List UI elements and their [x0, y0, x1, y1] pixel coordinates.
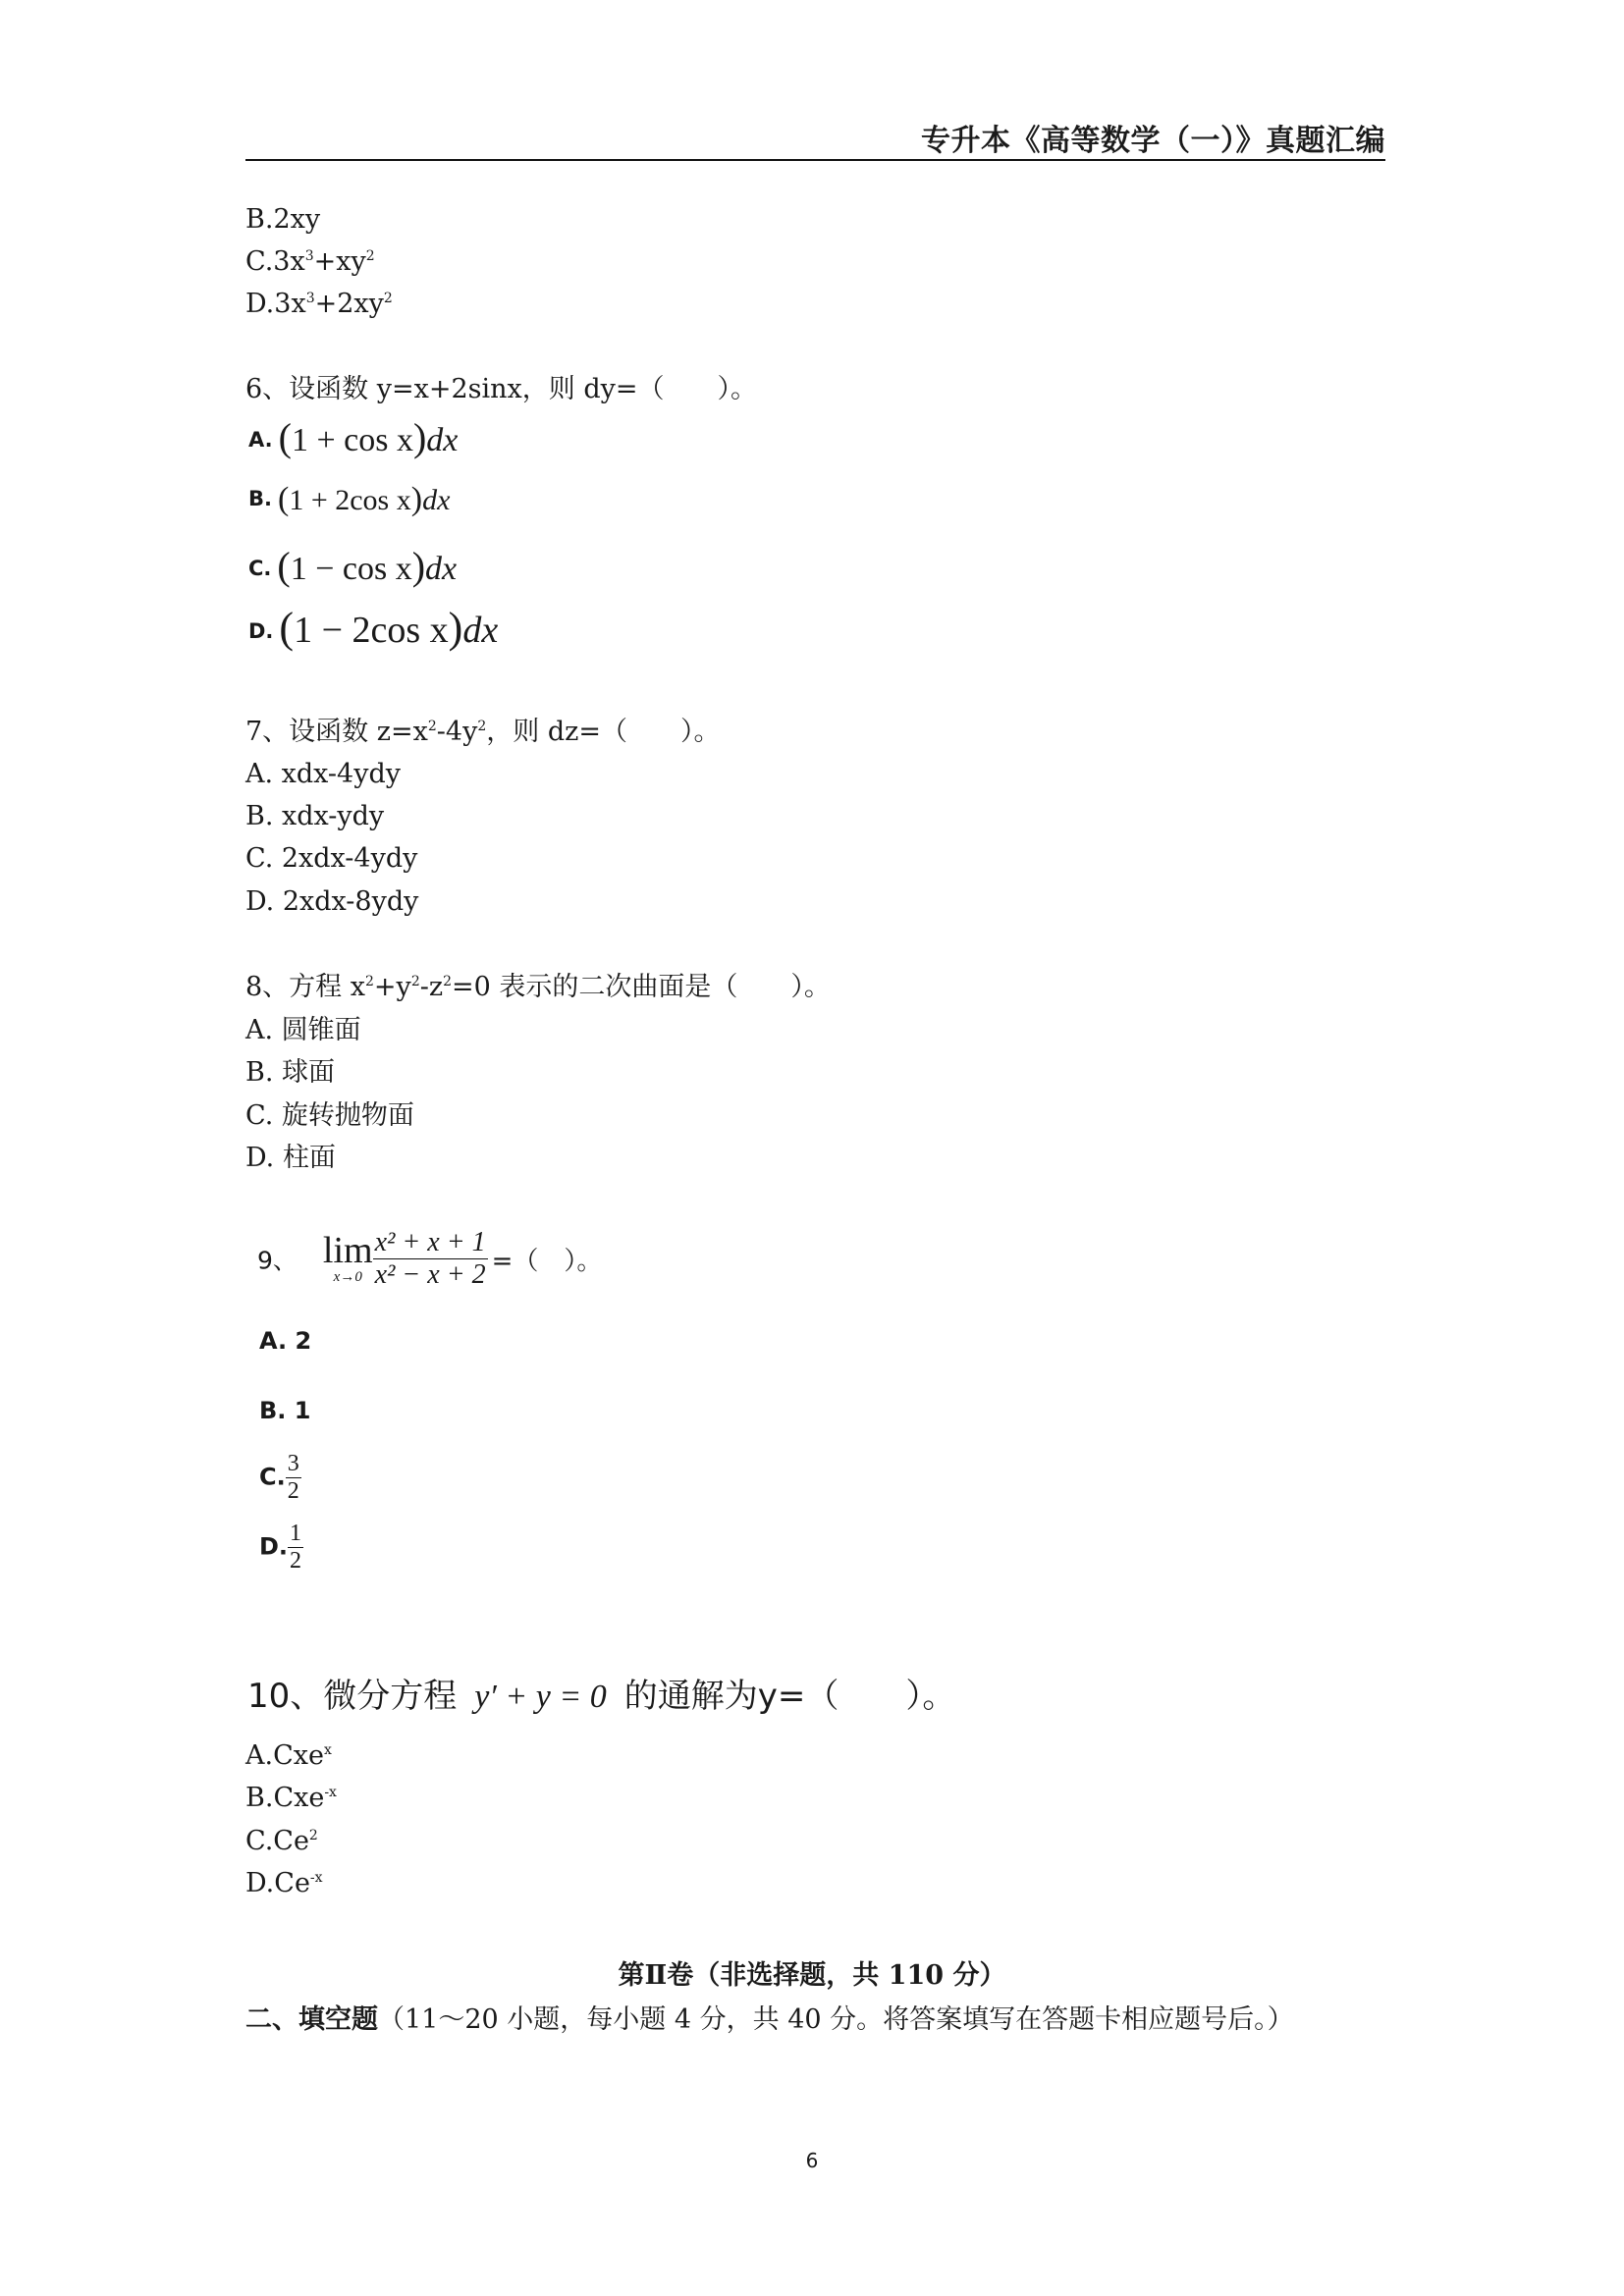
q6-option-c: C. (1 − cos x)dx: [248, 544, 458, 588]
q9-fraction: $\frac{\text{x² + x + 1}}{\text{x² − x + 2}}$: [374, 1227, 486, 1290]
q8-option-c: C. 旋转抛物面: [245, 1100, 414, 1131]
q5-option-c: $C.3x^3+xy^2$: [245, 246, 375, 277]
header-title: 专升本《高等数学（一）》真题汇编: [921, 124, 1385, 158]
q10-stem: 10、微分方程 y′ + y = 0 的通解为y=（ ）。: [247, 1677, 956, 1716]
page-number: 6: [805, 2149, 819, 2172]
q10-option-d: $D.Ce^{-x}$: [245, 1868, 323, 1898]
q6-option-d: D. (1 − 2cos x)dx: [248, 604, 499, 652]
q7-option-b: B. xdx-ydy: [245, 801, 385, 831]
q8-option-d: D. 柱面: [245, 1143, 336, 1173]
q10-option-b: B.Cxe$^{-x}$: [245, 1783, 337, 1813]
q6-stem: 6、设函数 y=x+2sinx，则 dy=（ ）。: [245, 374, 758, 404]
q7-option-a: A. xdx-4ydy: [245, 759, 402, 789]
q7-stem: 7、设函数 $z=x^2-4y^2$，则 dz=（ ）。: [245, 717, 721, 747]
limit-operator: lim x→0: [322, 1230, 373, 1285]
q10-option-c: C.Ce$^2$: [245, 1826, 318, 1856]
section-title: 第Ⅱ卷（非选择题，共 110 分）: [618, 1960, 1006, 1991]
q8-stem: 8、方程 $x^2+y^2-z^2=0$ 表示的二次曲面是（ ）。: [245, 972, 831, 1002]
q9-option-d: D. $\frac{1}{2}$: [259, 1521, 302, 1574]
q6-option-b: B. (1 + 2cos x)dx: [248, 481, 451, 517]
q8-option-b: B. 球面: [245, 1057, 336, 1088]
section-heading: 二、填空题（11～20 小题，每小题 4 分，共 40 分。将答案填写在答题卡相应题号后。）: [245, 2004, 1294, 2035]
header-rule: [245, 159, 1385, 161]
q9-option-c: C. $\frac{3}{2}$: [259, 1451, 299, 1504]
q7-option-d: D. 2xdx-8ydy: [245, 886, 419, 917]
q9-stem: 9、 lim x→0 $\frac{\text{x² + x + 1}}{\text{x² − x + 2}}$ =（ ）。: [257, 1227, 603, 1290]
q5-option-d: $D.3x^3+2xy^2$: [245, 289, 393, 319]
q10-option-a: A.Cxe$^x$: [245, 1740, 332, 1771]
q9-option-b: B. 1: [259, 1397, 311, 1424]
q7-option-c: C. 2xdx-4ydy: [245, 843, 418, 874]
q9-option-a: A. 2: [259, 1327, 312, 1355]
q6-option-a: A. (1 + cos x)dx: [248, 415, 459, 459]
q8-option-a: A. 圆锥面: [245, 1015, 361, 1045]
q5-option-b: B.2xy: [245, 204, 321, 235]
